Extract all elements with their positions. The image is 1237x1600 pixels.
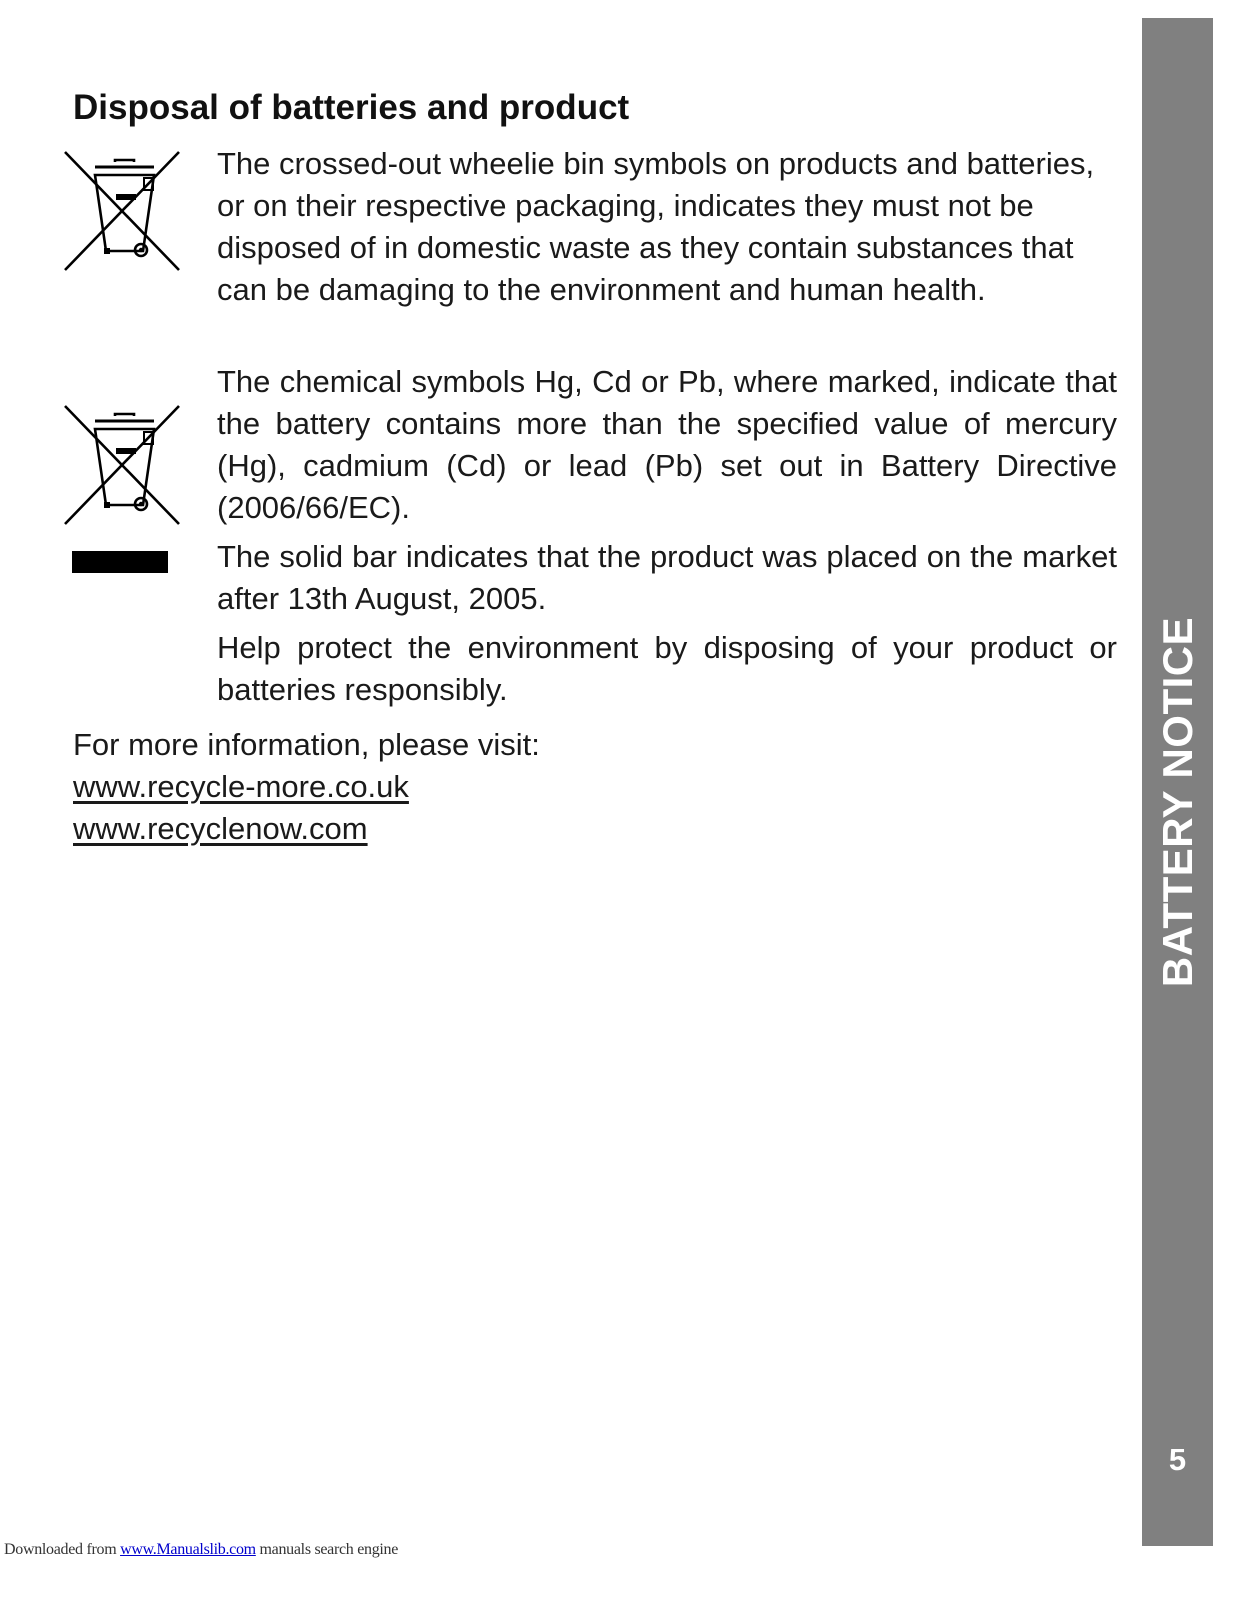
- footer-suffix: manuals search engine: [255, 1541, 399, 1558]
- footer-prefix: Downloaded from: [4, 1541, 121, 1558]
- more-info-text: For more information, please visit:: [73, 727, 540, 762]
- crossed-out-wheelie-bin-icon: [60, 148, 184, 272]
- solid-bar-icon: [72, 551, 168, 573]
- download-footer: [4, 1541, 398, 1559]
- paragraph-chemical-symbols: The chemical symbols Hg, Cd or Pb, where marked, indicate that the battery contains more than the specified value of mercury (Hg), cadmium (Cd) or lead (Pb) set out in Battery Directive (2006/66/EC).: [217, 364, 1117, 525]
- recycle-more-link[interactable]: www.recycle-more.co.uk: [73, 769, 409, 804]
- crossed-out-wheelie-bin-icon: [60, 402, 184, 526]
- page-number: 5: [1168, 1442, 1187, 1477]
- paragraph-help-protect: Help protect the environment by disposing of your product or batteries responsibly.: [217, 630, 1117, 707]
- side-tab: [1142, 18, 1213, 1546]
- paragraph-solid-bar: The solid bar indicates that the product was placed on the market after 13th August, 2005.: [217, 539, 1117, 616]
- paragraph-wheelie-bin: The crossed-out wheelie bin symbols on products and batteries, or on their respective packaging, indicates they must not be disposed of in domestic waste as they contain substances that can be damaging to the environment and human health.: [217, 146, 1095, 307]
- recyclenow-link[interactable]: www.recyclenow.com: [73, 811, 368, 846]
- manualslib-link[interactable]: www.Manualslib.com: [120, 1541, 256, 1558]
- side-tab-label: BATTERY NOTICE: [1154, 616, 1201, 988]
- page-heading: Disposal of batteries and product: [73, 88, 630, 127]
